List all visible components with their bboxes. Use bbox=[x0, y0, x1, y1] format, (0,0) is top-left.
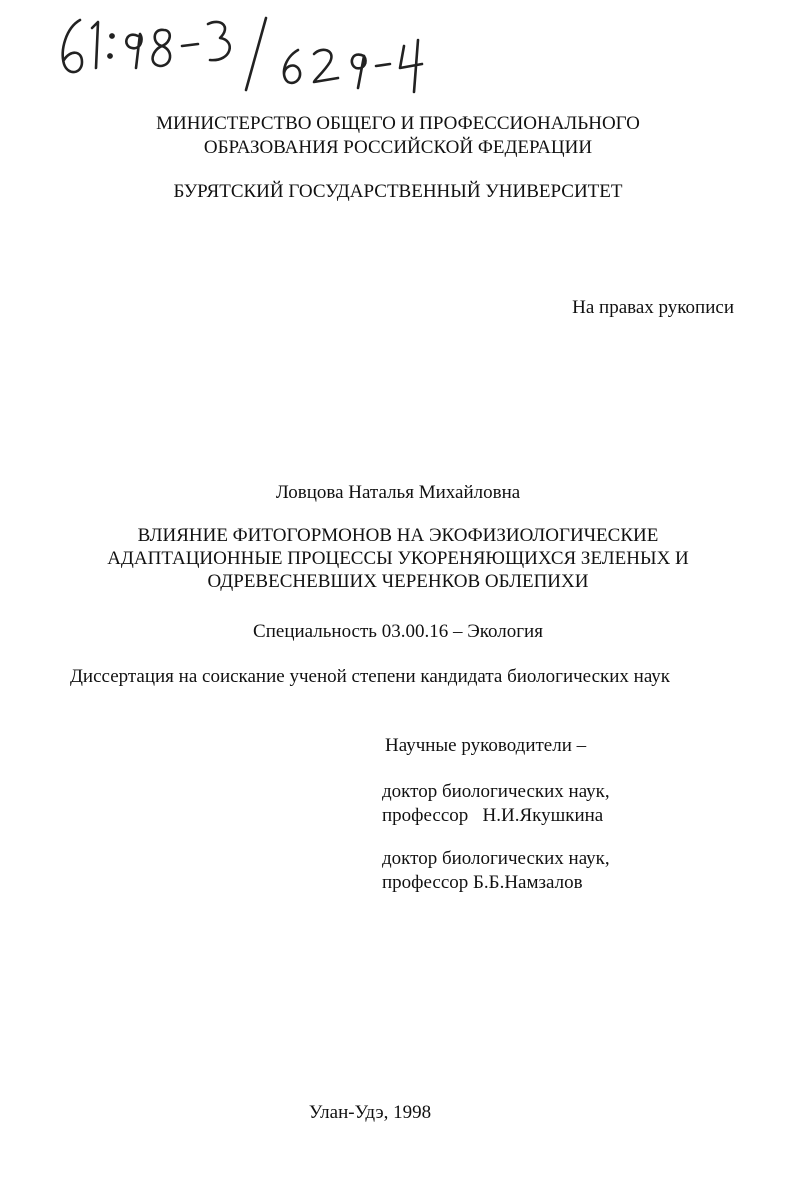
title-line-3: ОДРЕВЕСНЕВШИХ ЧЕРЕНКОВ ОБЛЕПИХИ bbox=[207, 571, 589, 592]
handwritten-archive-code bbox=[52, 6, 432, 96]
ministry-line-1: МИНИСТЕРСТВО ОБЩЕГО И ПРОФЕССИОНАЛЬНОГО bbox=[156, 113, 640, 134]
supervisor-2 bbox=[382, 847, 610, 895]
city-year: Улан-Удэ, 1998 bbox=[308, 1102, 432, 1123]
supervisor-2-degree: доктор биологических наук, bbox=[382, 848, 610, 869]
university-name: БУРЯТСКИЙ ГОСУДАРСТВЕННЫЙ УНИВЕРСИТЕТ bbox=[173, 181, 623, 202]
dissertation-title bbox=[0, 524, 796, 593]
supervisor-1 bbox=[382, 780, 610, 828]
supervisor-1-degree: доктор биологических наук, bbox=[382, 781, 610, 802]
ministry-line-2: ОБРАЗОВАНИЯ РОССИЙСКОЙ ФЕДЕРАЦИИ bbox=[203, 137, 593, 158]
title-line-1: ВЛИЯНИЕ ФИТОГОРМОНОВ НА ЭКОФИЗИОЛОГИЧЕСКИЕ bbox=[137, 525, 659, 546]
author-name: Ловцова Наталья Михайловна bbox=[275, 482, 521, 503]
degree-statement: Диссертация на соискание ученой степени кандидата биологических наук bbox=[69, 666, 671, 687]
supervisors-heading: Научные руководители – bbox=[385, 735, 587, 756]
supervisor-2-name: профессор Б.Б.Намзалов bbox=[382, 872, 583, 893]
specialty: Специальность 03.00.16 – Экология bbox=[253, 621, 543, 642]
supervisor-1-name: профессор Н.И.Якушкина bbox=[382, 805, 604, 826]
title-line-2: АДАПТАЦИОННЫЕ ПРОЦЕССЫ УКОРЕНЯЮЩИХСЯ ЗЕЛЕНЫХ И bbox=[107, 548, 689, 569]
ministry-header bbox=[0, 112, 796, 160]
manuscript-note: На правах рукописи bbox=[572, 297, 734, 318]
